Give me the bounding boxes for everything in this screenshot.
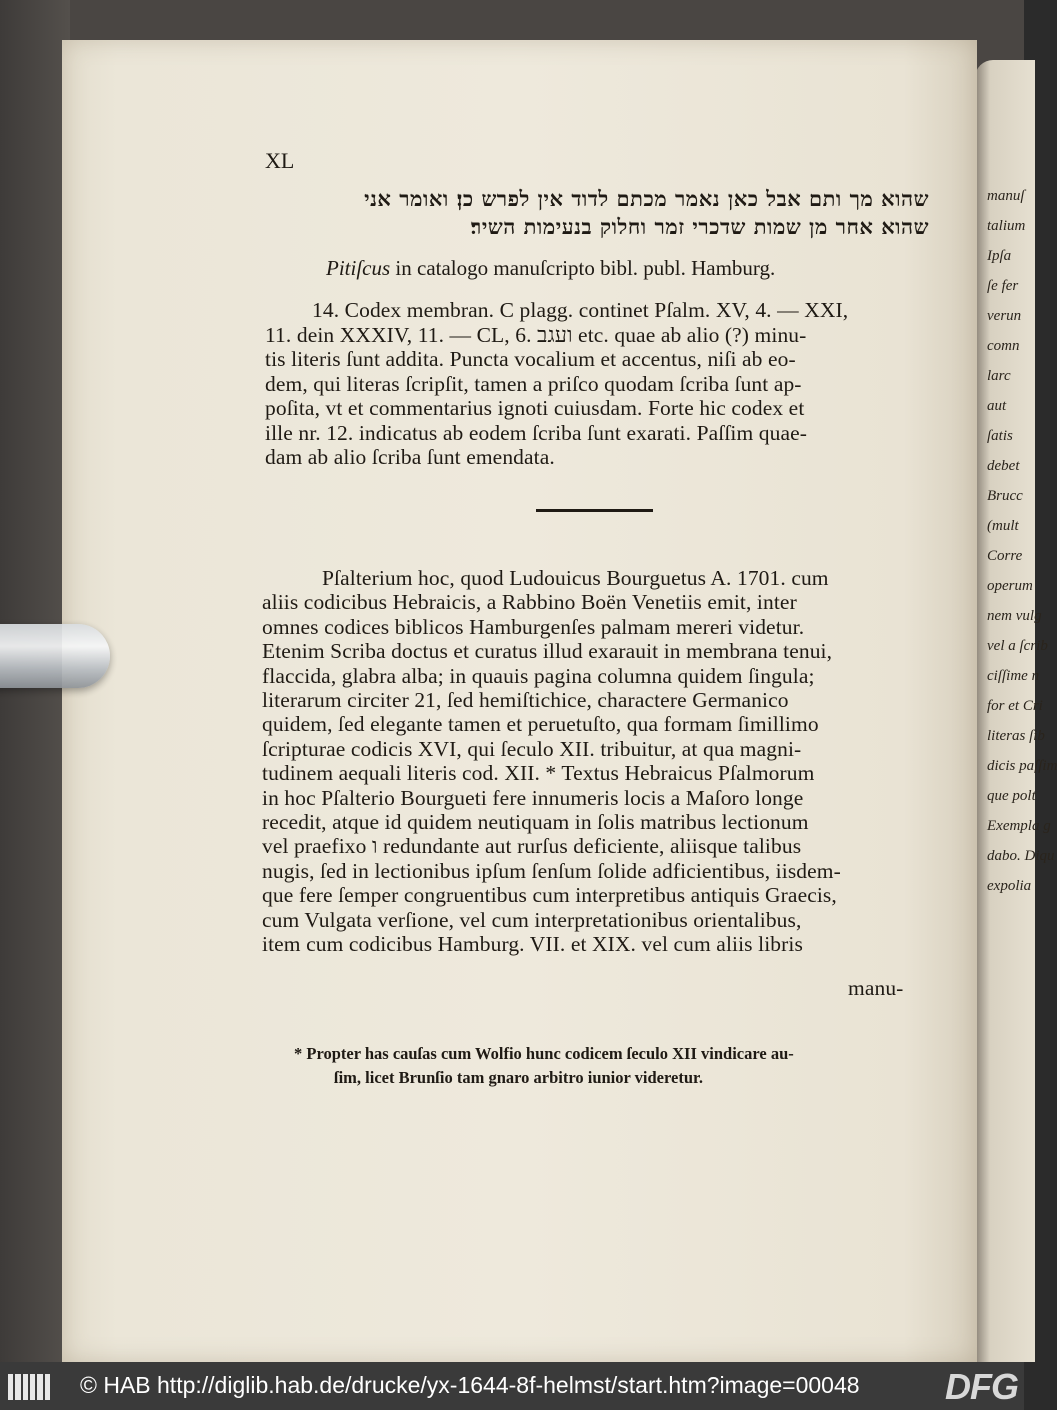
- footer-bar: [0, 1362, 1024, 1410]
- source-line: [326, 256, 775, 281]
- page-clip: [0, 624, 110, 688]
- main-lines-line: que fere ſemper congruentibus cum interpretibus antiquis Graecis,: [262, 883, 837, 908]
- entry-lines-line: 14. Codex membran. C plagg. continet Pſalm. XV, 4. — XXI,: [312, 298, 849, 322]
- page-number: XL: [265, 148, 295, 173]
- entry-lines-line: 11. dein XXXIV, 11. — CL, 6. ועגב etc. quae ab alio (?) minu-: [265, 322, 807, 347]
- next-page-fragment: debet: [987, 458, 1020, 474]
- main-lines-line: literarum circiter 21, ſed hemiſtichice, charactere Germanico: [262, 688, 789, 712]
- next-page-fragment: larc: [987, 368, 1011, 384]
- next-page-fragment: Ipſa: [987, 248, 1012, 264]
- entry-lines-line: dam ab alio ſcriba ſunt emendata.: [265, 445, 555, 469]
- main-lines-line: nugis, ſed in lectionibus ipſum ſenſum ſolide adficientibus, iisdem-: [262, 858, 841, 883]
- next-page-fragment: verun: [987, 308, 1022, 324]
- main-lines-line: Etenim Scriba doctus et curatus illud exarauit in membrana tenui,: [262, 639, 833, 664]
- next-page-fragment: Exempla g: [987, 818, 1051, 834]
- next-page-fragment: expolia: [987, 878, 1032, 894]
- next-page-fragment: comn: [987, 338, 1020, 354]
- next-page-fragment: aut: [987, 398, 1007, 414]
- section-rule: [536, 509, 653, 512]
- next-page-fragment: dicis paſſim: [987, 758, 1057, 774]
- main-lines-line: item cum codicibus Hamburg. VII. et XIX. vel cum aliis libris: [262, 932, 803, 956]
- next-page-fragment: dabo. Diqu: [987, 848, 1055, 864]
- next-page-fragment: talium: [987, 218, 1026, 234]
- main-lines-line: recedit, atque id quidem neutiquam in ſolis matribus lectionum: [262, 810, 809, 834]
- next-page-fragment: Brucc: [987, 488, 1023, 504]
- main-lines-line: aliis codicibus Hebraicis, a Rabbino Boën Venetiis emit, inter: [262, 590, 797, 615]
- next-page-fragment: vel a ſcrib: [987, 638, 1048, 654]
- entry-lines-line: poſita, vt et commentarius ignoti cuiusdam. Forte hic codex et: [265, 396, 805, 420]
- main-lines-line: in hoc Pſalterio Bourgueti fere innumeris locis a Maſoro longe: [262, 785, 804, 810]
- main-lines-line: ſcripturae codicis XVI, qui ſeculo XII. tribuitur, at qua magni-: [262, 736, 802, 761]
- footnote-lines-line: ſim, licet Brunſio tam gnaro arbitro iunior videretur.: [334, 1068, 703, 1087]
- next-page-fragment: (mult: [987, 518, 1019, 534]
- catchword: manu-: [848, 976, 904, 1000]
- main-lines-line: flaccida, glabra alba; in quauis pagina columna quidem ſingula;: [262, 663, 815, 688]
- hab-logo-icon: [8, 1374, 50, 1400]
- entry-lines-line: ille nr. 12. indicatus ab eodem ſcriba ſunt exarati. Paſſim quae-: [265, 420, 808, 445]
- next-page-fragment: manuſ: [987, 188, 1025, 204]
- hebrew-line-2: שהוא אחר מן שמות שדכרי זמר וחלוק בנעימות השיר׃: [470, 214, 929, 239]
- next-page-fragment: que polt: [987, 788, 1036, 804]
- next-page-fragment: ciſſime n: [987, 668, 1040, 684]
- main-lines-line: cum Vulgata verſione, vel cum interpretationibus orientalibus,: [262, 907, 802, 932]
- source-author: Pitiſcus: [326, 256, 391, 280]
- next-page-fragment: operum: [987, 578, 1033, 594]
- main-lines-line: Pſalterium hoc, quod Ludouicus Bourguetus A. 1701. cum: [322, 566, 829, 590]
- footnote-lines-line: * Propter has cauſas cum Wolfio hunc codicem ſeculo XII vindicare au-: [294, 1044, 794, 1063]
- hebrew-line-1: שהוא מך ותם אבל כאן נאמר מכתם לדוד אין לפרש כן׃ ואומר אני: [364, 186, 929, 211]
- next-page-fragment: literas ſib: [987, 728, 1045, 744]
- next-page-fragment: ſe fer: [987, 278, 1019, 294]
- main-lines-line: quidem, ſed elegante tamen et peruetuſto, qua formam ſimillimo: [262, 712, 819, 737]
- next-page-fragment: for et Cri: [987, 698, 1043, 714]
- main-lines-line: vel praefixo ו redundante aut rurſus deficiente, aliisque talibus: [262, 834, 802, 859]
- next-page-fragment: ſatis: [987, 428, 1013, 444]
- source-rest: in catalogo manuſcripto bibl. publ. Hamburg.: [390, 256, 776, 280]
- next-page-fragment: Corre: [987, 548, 1023, 564]
- next-page-fragment: nem vulg: [987, 608, 1042, 624]
- main-lines-line: omnes codices biblicos Hamburgenſes palmam mereri videtur.: [262, 614, 805, 639]
- entry-lines-line: tis literis ſunt addita. Puncta vocalium et accentus, niſi ab eo-: [265, 347, 796, 371]
- next-page-edge: [975, 60, 1057, 1362]
- main-lines-line: tudinem aequali literis cod. XII. * Textus Hebraicus Pſalmorum: [262, 761, 815, 786]
- footer-url[interactable]: © HAB http://diglib.hab.de/drucke/yx-1644-8f-helmst/start.htm?image=00048: [80, 1372, 860, 1398]
- entry-lines-line: dem, qui literas ſcripſit, tamen a priſco quodam ſcriba ſunt ap-: [265, 371, 802, 396]
- dfg-logo: DFG: [945, 1366, 1018, 1407]
